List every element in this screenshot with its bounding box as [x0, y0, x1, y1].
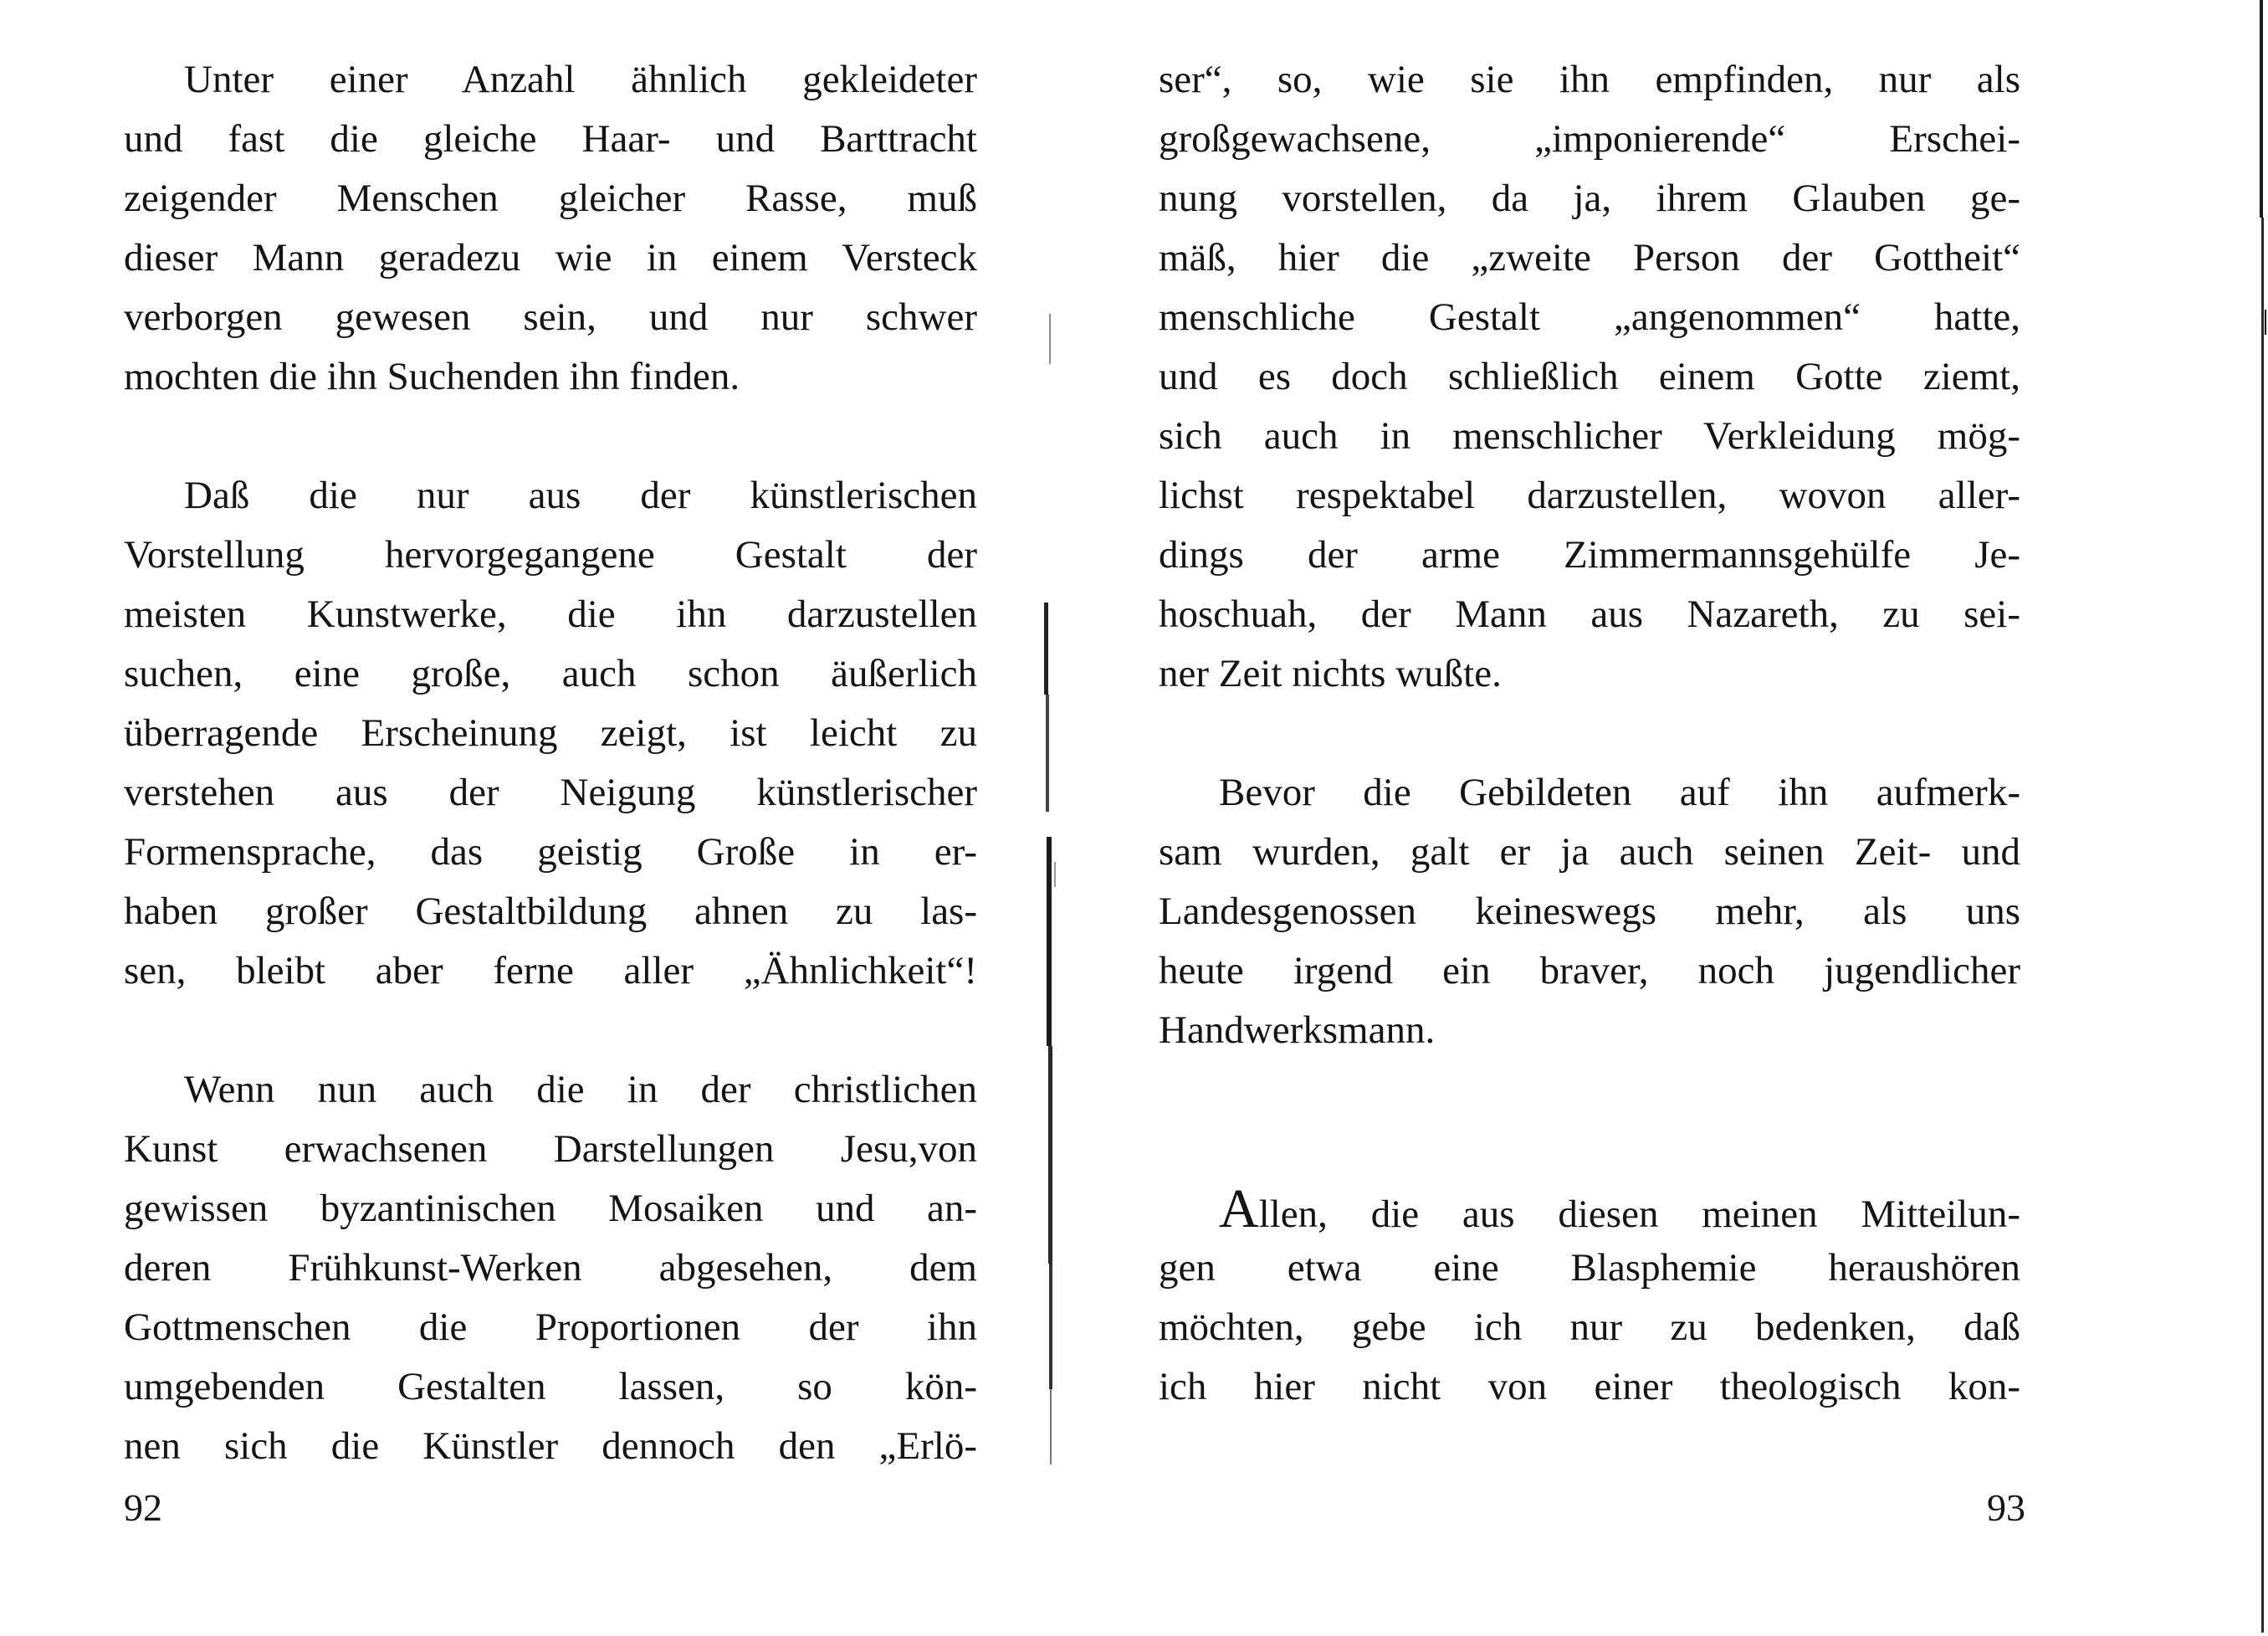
text-line: sen, bleibt aber ferne aller „Ähnlichkeit“!	[124, 949, 977, 992]
text-line: nen sich die Künstler dennoch den „Erlö-	[124, 1424, 977, 1468]
text-line: überragende Erscheinung zeigt, ist leicht zu	[124, 711, 977, 755]
text-line: verborgen gewesen sein, und nur schwer	[124, 295, 977, 339]
text-line: gewissen byzantinischen Mosaiken und an-	[124, 1187, 977, 1230]
text-line: Landesgenossen keineswegs mehr, als uns	[1159, 890, 2020, 933]
text-line	[1159, 1179, 2020, 1239]
left-page	[0, 0, 1050, 1633]
text-line: Wenn nun auch die in der christlichen	[184, 1068, 977, 1111]
text-line: ich hier nicht von einer theologisch kon-	[1159, 1365, 2020, 1408]
text-line: sam wurden, galt er ja auch seinen Zeit- und	[1159, 830, 2020, 874]
text-line: mochten die ihn Suchenden ihn finden.	[124, 355, 740, 398]
initial-letter: A	[1219, 1179, 1259, 1239]
page-number-left: 92	[124, 1486, 162, 1529]
text-line: verstehen aus der Neigung künstlerischer	[124, 771, 977, 814]
page-number-right: 93	[1987, 1486, 2025, 1529]
text-line: Gottmenschen die Proportionen der ihn	[124, 1305, 977, 1349]
text-line: umgebenden Gestalten lassen, so kön-	[124, 1365, 977, 1408]
text-line: heute irgend ein braver, noch jugendlicher	[1159, 949, 2020, 992]
paragraph-gap	[124, 407, 977, 466]
gutter-mark	[1044, 603, 1048, 695]
scan-edge-marks	[2251, 0, 2268, 1633]
paragraph	[124, 50, 977, 407]
text-line: ner Zeit nichts wußte.	[1159, 652, 1502, 695]
text-line: und es doch schließlich einem Gotte ziemt,	[1159, 355, 2020, 398]
paragraph-gap	[124, 1001, 977, 1060]
text-line: mäß, hier die „zweite Person der Gottheit“	[1159, 236, 2020, 280]
text-line: meisten Kunstwerke, die ihn darzustellen	[124, 592, 977, 636]
paragraph	[1159, 763, 2020, 1060]
text-line: dieser Mann geradezu wie in einem Versteck	[124, 236, 977, 280]
text-line: sich auch in menschlicher Verkleidung mög-	[1159, 414, 2020, 458]
text-line: großgewachsene, „imponierende“ Erschei-	[1159, 117, 2020, 161]
left-text-column	[124, 50, 977, 1476]
text-line: lichst respektabel darzustellen, wovon aller-	[1159, 474, 2020, 517]
text-line: hoschuah, der Mann aus Nazareth, zu sei-	[1159, 592, 2020, 636]
text-line: menschliche Gestalt „angenommen“ hatte,	[1159, 295, 2020, 339]
text-line: ser“, so, wie sie ihn empfinden, nur als	[1159, 58, 2020, 101]
edge-mark	[2265, 310, 2266, 335]
text-line: und fast die gleiche Haar- und Barttracht	[124, 117, 977, 161]
text-line: Daß die nur aus der künstlerischen	[184, 474, 977, 517]
text-line: gen etwa eine Blasphemie heraushören	[1159, 1246, 2020, 1290]
initial-line-rest: llen, die aus diesen meinen Mitteilun-	[1258, 1192, 2020, 1236]
paragraph	[124, 466, 977, 1001]
text-line: Vorstellung hervorgegangene Gestalt der	[124, 533, 977, 577]
text-line: möchten, gebe ich nur zu bedenken, daß	[1159, 1305, 2020, 1349]
text-line: nung vorstellen, da ja, ihrem Glauben ge-	[1159, 177, 2020, 220]
right-page	[1050, 0, 2268, 1633]
gutter-mark	[1046, 695, 1049, 812]
text-line: deren Frühkunst-Werken abgesehen, dem	[124, 1246, 977, 1290]
text-line: Kunst erwachsenen Darstellungen Jesu,von	[124, 1127, 977, 1171]
right-text-column	[1159, 50, 2020, 1417]
paragraph-gap	[1159, 704, 2020, 763]
section-gap	[1159, 1060, 2020, 1179]
text-line: Formensprache, das geistig Große in er-	[124, 830, 977, 874]
paragraph	[1159, 1179, 2020, 1417]
paragraph	[124, 1060, 977, 1476]
text-line: Handwerksmann.	[1159, 1008, 1436, 1052]
text-line: haben großer Gestaltbildung ahnen zu las-	[124, 890, 977, 933]
text-line: zeigender Menschen gleicher Rasse, muß	[124, 177, 977, 220]
text-line: Unter einer Anzahl ähnlich gekleideter	[184, 58, 977, 101]
scan-edge	[2251, 0, 2268, 1633]
edge-mark	[2261, 218, 2264, 1633]
text-line: suchen, eine große, auch schon äußerlich	[124, 652, 977, 695]
text-line: dings der arme Zimmermannsgehülfe Je-	[1159, 533, 2020, 577]
paragraph	[1159, 50, 2020, 704]
edge-mark	[2260, 0, 2263, 218]
text-line: Bevor die Gebildeten auf ihn aufmerk-	[1219, 771, 2020, 814]
